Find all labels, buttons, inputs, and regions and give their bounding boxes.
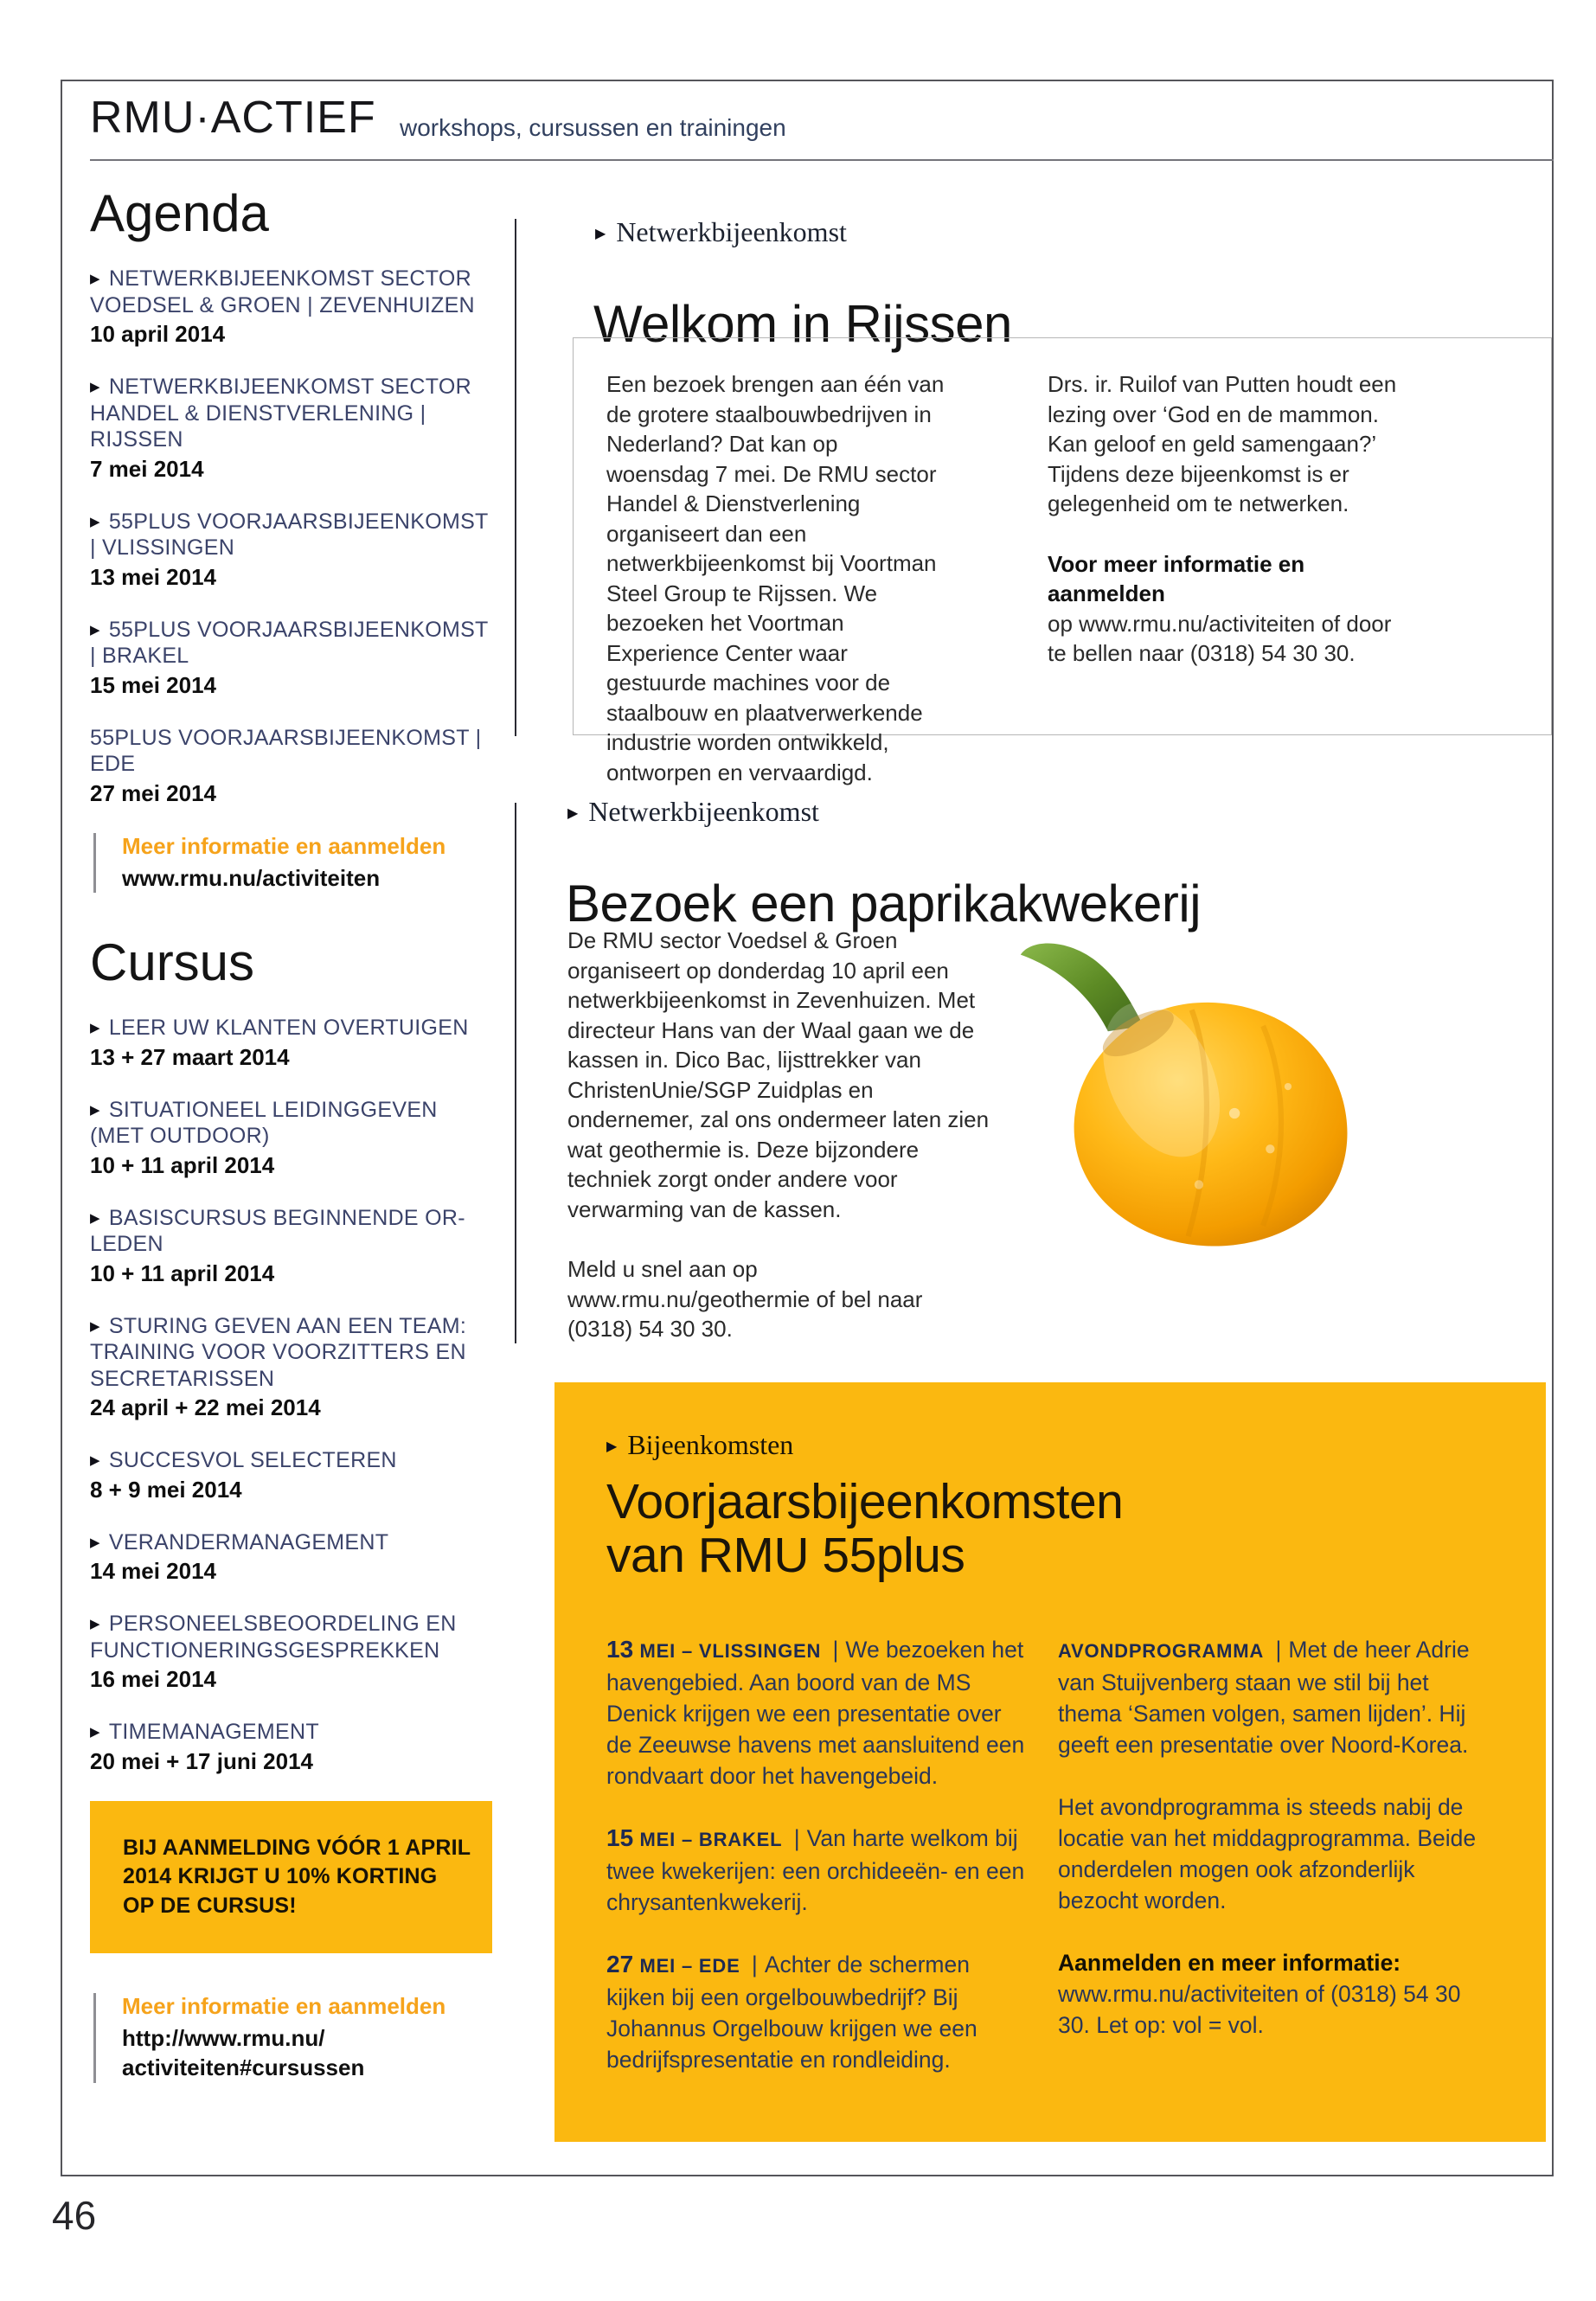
panel-kicker (606, 1429, 1497, 1461)
event-day: 27 (606, 1951, 634, 1978)
left-column (90, 183, 492, 2097)
brand-subtitle: workshops, cursussen en trainingen (400, 114, 786, 141)
article2-body (567, 926, 990, 1344)
article1-kicker-text: Netwerkbijeenkomst (616, 216, 847, 247)
cursus-url-line2: activiteiten#cursussen (122, 2054, 365, 2081)
panel-info (1058, 1947, 1489, 2041)
pipe-separator: | (793, 1825, 800, 1852)
pipe-separator: | (832, 1637, 839, 1663)
more-info-label: Meer informatie en aanmelden (122, 832, 446, 859)
article1-kicker (595, 216, 847, 248)
triangle-bullet-icon: ▶ (567, 806, 579, 821)
cursus-item-date: 14 mei 2014 (90, 1558, 217, 1585)
agenda-item (90, 725, 492, 807)
panel-title-line2: van RMU 55plus (606, 1528, 965, 1584)
agenda-item-text: 55PLUS VOORJAARSBIJEENKOMST | EDE (90, 725, 482, 776)
article1-columns (574, 338, 1551, 787)
cursus-item-date: 24 april + 22 mei 2014 (90, 1394, 321, 1421)
agenda-item-label (90, 617, 492, 670)
cursus-item-text: VERANDERMANAGEMENT (108, 1529, 389, 1554)
cursus-item (90, 1719, 492, 1775)
cursus-item-label (90, 1447, 492, 1474)
agenda-item-label (90, 266, 492, 318)
page-number: 46 (52, 2193, 97, 2238)
voorjaarsbijeenkomsten-panel (554, 1382, 1546, 2142)
event-slot-vlissingen (606, 1634, 1032, 1791)
pipe-separator: | (751, 1952, 758, 1978)
cursus-item-date: 10 + 11 april 2014 (90, 1259, 275, 1286)
article1-info-lead: Voor meer informatie en aanmelden (1048, 550, 1305, 606)
panel-info-text: www.rmu.nu/activiteiten of (0318) 54 30 30. Let op: vol = vol. (1058, 1981, 1461, 2039)
cursus-item-text: STURING GEVEN AAN EEN TEAM: TRAINING VOOR VOORZITTERS EN SECRETARISSEN (90, 1313, 467, 1391)
article2-cta: Meld u snel aan op www.rmu.nu/geothermie of bel naar (0318) 54 30 30. (567, 1256, 923, 1342)
cursus-item (90, 1205, 492, 1287)
cursus-url-line1: http://www.rmu.nu/ (122, 2025, 325, 2052)
header-divider (90, 159, 1554, 161)
cursus-item-date: 8 + 9 mei 2014 (90, 1476, 242, 1503)
cursus-item-text: SITUATIONEEL LEIDINGGEVEN (MET OUTDOOR) (90, 1097, 438, 1149)
cursus-item-label (90, 1529, 492, 1556)
agenda-item (90, 509, 492, 591)
agenda-item-label (90, 725, 492, 778)
agenda-item (90, 617, 492, 699)
cursus-item (90, 1529, 492, 1586)
triangle-bullet-icon: ▶ (90, 1021, 100, 1036)
panel-column2 (1058, 1634, 1489, 2106)
agenda-item-text: 55PLUS VOORJAARSBIJEENKOMST | BRAKEL (90, 617, 489, 668)
agenda-item-date: 27 mei 2014 (90, 779, 217, 806)
cursus-item-text: BASISCURSUS BEGINNENDE OR-LEDEN (90, 1205, 465, 1257)
cursus-item (90, 1313, 492, 1422)
agenda-title: Agenda (90, 184, 269, 242)
agenda-item-label (90, 374, 492, 453)
triangle-bullet-icon: ▶ (90, 622, 100, 638)
triangle-bullet-icon: ▶ (90, 1617, 100, 1632)
avondprogramma-paragraph (1058, 1634, 1489, 1760)
cursus-item-label (90, 1611, 492, 1663)
panel-column-gutter (1032, 1634, 1058, 2106)
cursus-item-label (90, 1015, 492, 1042)
article2-title: Bezoek een paprikakwekerij (566, 874, 1202, 933)
brand-title: RMU·ACTIEF (90, 93, 376, 143)
article1-column-gutter (945, 369, 1048, 787)
article1-info-text: op www.rmu.nu/activiteiten of door te bellen naar (0318) 54 30 30. (1048, 610, 1392, 666)
triangle-bullet-icon: ▶ (595, 227, 606, 241)
event-month-place: MEI – VLISSINGEN (639, 1640, 822, 1663)
cursus-item-date: 20 mei + 17 juni 2014 (90, 1747, 313, 1774)
yellow-bell-pepper-image (967, 917, 1377, 1310)
cursus-item-date: 13 + 27 maart 2014 (90, 1043, 290, 1070)
article2-left-rule (515, 803, 516, 1343)
triangle-bullet-icon: ▶ (90, 1535, 100, 1550)
triangle-bullet-icon: ▶ (90, 1725, 100, 1740)
agenda-item (90, 374, 492, 483)
cursus-item-text: SUCCESVOL SELECTEREN (108, 1448, 397, 1473)
pepper-illustration (967, 917, 1377, 1310)
agenda-item-text: NETWERKBIJEENKOMST SECTOR HANDEL & DIENSTVERLENING | RIJSSEN (90, 375, 471, 452)
avondprogramma-head: AVONDPROGRAMMA (1058, 1640, 1265, 1663)
triangle-bullet-icon: ▶ (90, 380, 100, 394)
agenda-item-date: 7 mei 2014 (90, 455, 204, 482)
triangle-bullet-icon: ▶ (90, 1318, 100, 1334)
article2-kicker (567, 796, 819, 828)
panel-title-line1: Voorjaarsbijeenkomsten (606, 1474, 1124, 1529)
cursus-item-label (90, 1719, 492, 1746)
agenda-item-date: 15 mei 2014 (90, 671, 217, 698)
discount-promo-box (90, 1801, 492, 1954)
cursus-item-text: TIMEMANAGEMENT (108, 1720, 319, 1745)
triangle-bullet-icon: ▶ (90, 272, 100, 286)
panel-title (606, 1475, 1497, 1582)
agenda-item (90, 266, 492, 348)
triangle-bullet-icon: ▶ (606, 1439, 618, 1454)
triangle-bullet-icon: ▶ (90, 1102, 100, 1118)
cursus-item-date: 10 + 11 april 2014 (90, 1151, 275, 1178)
article1-left-rule (515, 219, 516, 736)
article1-body-box (573, 337, 1552, 785)
pipe-separator: | (1275, 1637, 1282, 1663)
article2-paragraph: De RMU sector Voedsel & Groen organiseert op donderdag 10 april een netwerkbijeenkomst in Zevenhuizen. Met directeur Hans van der Waal gaan we de kassen in. Dico Bac, lijsttrekker van ChristenUnie/SGP Zuidplas en ondernemer, zal ons ondermeer laten zien wat geothermie is. Deze bijzondere techniek zorgt onder andere voor verwarming van de kassen. (567, 927, 990, 1222)
triangle-bullet-icon: ▶ (90, 1210, 100, 1226)
agenda-item-date: 10 april 2014 (90, 321, 226, 347)
agenda-item-text: NETWERKBIJEENKOMST SECTOR VOEDSEL & GROEN | ZEVENHUIZEN (90, 266, 475, 317)
article1-title: Welkom in Rijssen (593, 294, 1012, 353)
cursus-more-info-block (93, 1993, 492, 2083)
panel-kicker-text: Bijeenkomsten (627, 1429, 794, 1460)
article1-column2 (1048, 369, 1401, 787)
event-slot-brakel (606, 1823, 1032, 1918)
event-month-place: MEI – EDE (639, 1955, 740, 1977)
cursus-item-text: PERSONEELSBEOORDELING EN FUNCTIONERINGSGESPREKKEN (90, 1612, 457, 1663)
cursus-item (90, 1447, 492, 1503)
more-info-label: Meer informatie en aanmelden (122, 1993, 446, 2020)
event-description: Achter de schermen kijken bij een orgelbouwbedrijf? Bij Johannus Orgelbouw krijgen we een bedrijfspresentatie en rondleiding. (606, 1952, 977, 2073)
event-description: We bezoeken het havengebied. Aan boord van de MS Denick krijgen we een presentatie over de Zeeuwse havens met aansluitend een rondvaart door het havengebeid. (606, 1637, 1025, 1790)
agenda-more-info-block (93, 833, 492, 894)
agenda-url: www.rmu.nu/activiteiten (122, 864, 381, 891)
cursus-item (90, 1611, 492, 1693)
panel-column1 (606, 1634, 1032, 2106)
cursus-item (90, 1015, 492, 1071)
cursus-item-text: LEER UW KLANTEN OVERTUIGEN (108, 1016, 469, 1041)
panel-columns (606, 1634, 1497, 2106)
panel-paragraph: Het avondprogramma is steeds nabij de locatie van het middagprogramma. Beide onderdelen mogen ook afzonderlijk bezocht worden. (1058, 1794, 1477, 1914)
cursus-item-date: 16 mei 2014 (90, 1666, 217, 1693)
cursus-item-label (90, 1205, 492, 1258)
article2-kicker-text: Netwerkbijeenkomst (588, 796, 819, 827)
agenda-item-text: 55PLUS VOORJAARSBIJEENKOMST | VLISSINGEN (90, 509, 489, 560)
agenda-item-label (90, 509, 492, 561)
article1-column1: Een bezoek brengen aan één van de grotere staalbouwbedrijven in Nederland? Dat kan op woensdag 7 mei. De RMU sector Handel & Dienstverlening organiseert dan een netwerkbijeenkomst bij Voortman Steel Group te Rijssen. We bezoeken het Voortman Experience Center waar gestuurde machines voor de staalbouw en plaatverwerkende industrie worden ontwikkeld, ontworpen en vervaardigd. (606, 371, 945, 785)
event-day: 13 (606, 1636, 634, 1663)
avondprogramma-text: Met de heer Adrie van Stuijvenberg staan we stil bij het thema ‘Samen volgen, samen lijden’. Hij geeft een presentatie over Noord-Korea. (1058, 1637, 1470, 1759)
event-slot-ede (606, 1949, 1032, 2075)
event-day: 15 (606, 1824, 634, 1852)
cursus-item-label (90, 1097, 492, 1150)
panel-info-lead: Aanmelden en meer informatie: (1058, 1950, 1401, 1977)
triangle-bullet-icon: ▶ (90, 1453, 100, 1469)
triangle-bullet-icon: ▶ (90, 514, 100, 529)
cursus-title: Cursus (90, 933, 255, 992)
cursus-item-label (90, 1313, 492, 1393)
cursus-item (90, 1097, 492, 1179)
discount-promo-text: BIJ AANMELDING VÓÓR 1 APRIL 2014 KRIJGT U 10% KORTING OP DE CURSUS! (123, 1835, 471, 1918)
article1-column2-paragraph: Drs. ir. Ruilof van Putten houdt een lezing over ‘God en de mammon. Kan geloof en geld samengaan?’ Tijdens deze bijeenkomst is er gelegenheid om te netwerken. (1048, 371, 1397, 516)
event-description: Van harte welkom bij twee kwekerijen: een orchideeën- en een chrysantenkwekerij. (606, 1825, 1025, 1916)
event-month-place: MEI – BRAKEL (639, 1829, 783, 1851)
agenda-item-date: 13 mei 2014 (90, 563, 217, 590)
